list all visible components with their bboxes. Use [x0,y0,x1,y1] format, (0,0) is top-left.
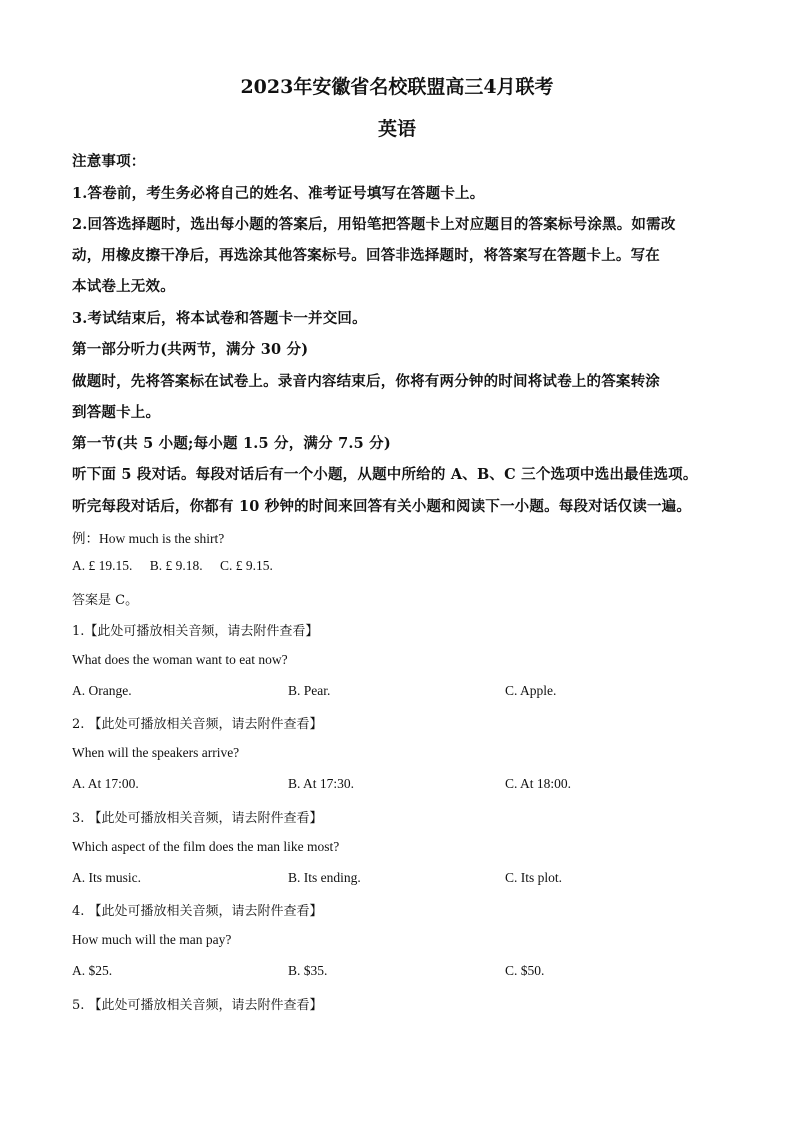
example-answer: 答案是 C。 [72,593,139,608]
audio-placeholder[interactable]: 5. 【此处可播放相关音频，请去附件查看】 [72,998,323,1013]
audio-placeholder[interactable]: 1.【此处可播放相关音频，请去附件查看】 [72,624,319,639]
audio-placeholder[interactable]: 2. 【此处可播放相关音频，请去附件查看】 [72,717,323,732]
example-options [72,558,732,574]
notice-item-3: 3.考试结束后，将本试卷和答题卡一并交回。 [72,310,367,327]
notice-heading: 注意事项： [72,153,146,170]
part1-heading: 第一部分听力(共两节，满分 30 分) [72,341,309,358]
option-b: B. Pear. [288,683,331,698]
option-c: C. Its plot. [505,870,563,885]
example-question: 例：How much is the shirt? [72,531,225,546]
option-a: A. At 17:00. [72,776,139,791]
question-text: Which aspect of the film does the man like most? [72,839,340,854]
option-a: A. $25. [72,963,113,978]
section1-heading: 第一节(共 5 小题;每小题 1.5 分，满分 7.5 分) [72,435,391,452]
question-text: How much will the man pay? [72,932,232,947]
notice-item-1: 1.答卷前，考生务必将自己的姓名、准考证号填写在答题卡上。 [72,185,485,202]
example-option-c: C. £ 9.15. [220,558,273,573]
option-a: A. Its music. [72,870,141,885]
option-c: C. $50. [505,963,545,978]
section1-instruction-line-2: 听完每段对话后，你都有 10 秒钟的时间来回答有关小题和阅读下一小题。每段对话仅读一遍。 [72,498,692,515]
audio-placeholder[interactable]: 4. 【此处可播放相关音频，请去附件查看】 [72,904,323,919]
notice-item-2-line-1: 2.回答选择题时，选出每小题的答案后，用铅笔把答题卡上对应题目的答案标号涂黑。如需改 [72,216,676,233]
audio-placeholder[interactable]: 3. 【此处可播放相关音频，请去附件查看】 [72,811,323,826]
option-c: C. Apple. [505,683,557,698]
question-text: What does the woman want to eat now? [72,652,288,667]
part1-instruction-line-1: 做题时，先将答案标在试卷上。录音内容结束后，你将有两分钟的时间将试卷上的答案转涂 [72,373,660,390]
option-a: A. Orange. [72,683,132,698]
exam-title: 2023年安徽省名校联盟高三4月联考 [240,76,554,98]
example-option-a: A. £ 19.15. [72,558,133,573]
notice-item-2-line-2: 动，用橡皮擦干净后，再选涂其他答案标号。回答非选择题时，将答案写在答题卡上。写在 [72,247,660,264]
example-option-b: B. £ 9.18. [149,558,203,573]
subject-title: 英语 [377,118,416,140]
part1-instruction-line-2: 到答题卡上。 [72,404,161,421]
option-b: B. Its ending. [288,870,361,885]
option-b: B. At 17:30. [288,776,355,791]
section1-instruction-line-1: 听下面 5 段对话。每段对话后有一个小题，从题中所给的 A、B、C 三个选项中选出最佳选项。 [72,466,698,483]
option-c: C. At 18:00. [505,776,572,791]
option-b: B. $35. [288,963,328,978]
question-text: When will the speakers arrive? [72,745,240,760]
notice-item-2-line-3: 本试卷上无效。 [72,278,175,295]
